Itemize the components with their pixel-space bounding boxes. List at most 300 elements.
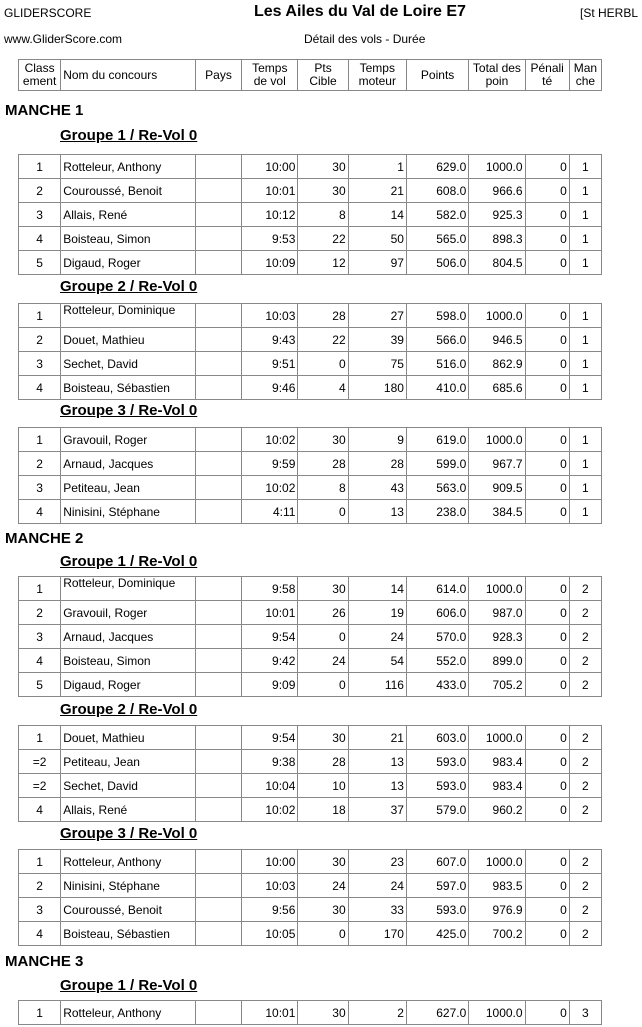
country-cell [195,452,241,476]
manche-cell: 1 [569,500,601,524]
table-row [19,922,602,946]
table-row [19,352,602,376]
pilot-name-cell: Sechet, David [61,352,196,376]
manche-cell: 1 [569,203,601,227]
country-cell [195,850,241,874]
table-row [19,227,602,251]
rank-cell: 3 [19,352,61,376]
pilot-name-cell: Rotteleur, Anthony [61,1001,196,1025]
pilot-name-cell: Digaud, Roger [61,251,196,275]
country-cell [195,774,241,798]
col-temps-vol: Temps de vol [242,60,298,91]
group-heading: Groupe 1 / Re-Vol 0 [60,127,198,144]
table-row [19,798,602,822]
rank-cell: 4 [19,922,61,946]
target-points-cell: 10 [298,774,348,798]
col-classement: Class ement [19,60,61,91]
motor-time-cell: 33 [348,898,406,922]
country-cell [195,500,241,524]
rank-cell: 4 [19,798,61,822]
manche-cell: 1 [569,251,601,275]
penalty-cell: 0 [525,1001,569,1025]
table-row [19,726,602,750]
points-cell: 599.0 [406,452,468,476]
penalty-cell: 0 [525,476,569,500]
country-cell [195,874,241,898]
pilot-name-cell: Douet, Mathieu [61,328,196,352]
table-row [19,500,602,524]
col-temps-moteur: Temps moteur [348,60,406,91]
pilot-name-cell: Ninisini, Stéphane [61,500,196,524]
points-cell: 593.0 [406,750,468,774]
country-cell [195,750,241,774]
penalty-cell: 0 [525,726,569,750]
motor-time-cell: 9 [348,428,406,452]
table-row [19,203,602,227]
penalty-cell: 0 [525,179,569,203]
points-cell: 608.0 [406,179,468,203]
penalty-cell: 0 [525,601,569,625]
target-points-cell: 22 [298,328,348,352]
target-points-cell: 28 [298,304,348,328]
flight-time-cell: 9:38 [242,750,298,774]
manche-cell: 1 [569,376,601,400]
rank-cell: 2 [19,452,61,476]
manche-cell: 2 [569,673,601,697]
total-cell: 976.9 [469,898,525,922]
penalty-cell: 0 [525,304,569,328]
rank-cell: =2 [19,774,61,798]
motor-time-cell: 180 [348,376,406,400]
motor-time-cell: 1 [348,155,406,179]
penalty-cell: 0 [525,500,569,524]
motor-time-cell: 43 [348,476,406,500]
col-penalite: Pénali té [525,60,569,91]
flight-time-cell: 9:42 [242,649,298,673]
table-row [19,304,602,328]
motor-time-cell: 116 [348,673,406,697]
rank-cell: 3 [19,203,61,227]
penalty-cell: 0 [525,649,569,673]
total-cell: 1000.0 [469,428,525,452]
penalty-cell: 0 [525,376,569,400]
target-points-cell: 26 [298,601,348,625]
total-cell: 1000.0 [469,726,525,750]
country-cell [195,328,241,352]
pilot-name-cell: Sechet, David [61,774,196,798]
pilot-name-cell: Boisteau, Sébastien [61,376,196,400]
penalty-cell: 0 [525,750,569,774]
results-table [18,303,602,400]
motor-time-cell: 14 [348,577,406,601]
page-title: Les Ailes du Val de Loire E7 [254,3,466,20]
rank-cell: 3 [19,476,61,500]
points-cell: 425.0 [406,922,468,946]
points-cell: 570.0 [406,625,468,649]
points-cell: 433.0 [406,673,468,697]
group-heading: Groupe 2 / Re-Vol 0 [60,701,198,718]
manche-heading: MANCHE 1 [5,102,84,119]
target-points-cell: 0 [298,625,348,649]
pilot-name-cell: Allais, René [61,203,196,227]
col-pays: Pays [195,60,241,91]
motor-time-cell: 13 [348,750,406,774]
country-cell [195,203,241,227]
country-cell [195,673,241,697]
flight-time-cell: 10:03 [242,304,298,328]
manche-cell: 1 [569,328,601,352]
points-cell: 597.0 [406,874,468,898]
target-points-cell: 0 [298,673,348,697]
country-cell [195,649,241,673]
target-points-cell: 12 [298,251,348,275]
pilot-name-cell: Petiteau, Jean [61,750,196,774]
group-heading: Groupe 1 / Re-Vol 0 [60,553,198,570]
target-points-cell: 28 [298,452,348,476]
total-cell: 928.3 [469,625,525,649]
manche-cell: 2 [569,726,601,750]
penalty-cell: 0 [525,874,569,898]
flight-time-cell: 9:46 [242,376,298,400]
penalty-cell: 0 [525,203,569,227]
table-row [19,850,602,874]
country-cell [195,251,241,275]
col-total: Total des poin [469,60,525,91]
manche-cell: 1 [569,179,601,203]
pilot-name-cell [61,304,196,328]
group-heading: Groupe 1 / Re-Vol 0 [60,977,198,994]
table-row [19,625,602,649]
points-cell: 563.0 [406,476,468,500]
manche-cell: 2 [569,625,601,649]
points-cell: 565.0 [406,227,468,251]
points-cell: 566.0 [406,328,468,352]
points-cell: 579.0 [406,798,468,822]
penalty-cell: 0 [525,774,569,798]
target-points-cell: 18 [298,798,348,822]
rank-cell: 1 [19,577,61,601]
total-cell: 1000.0 [469,577,525,601]
group-heading: Groupe 3 / Re-Vol 0 [60,825,198,842]
table-row [19,155,602,179]
results-table [18,154,602,275]
pilot-name-cell: Allais, René [61,798,196,822]
motor-time-cell: 19 [348,601,406,625]
total-cell: 983.4 [469,774,525,798]
target-points-cell: 4 [298,376,348,400]
flight-time-cell: 9:54 [242,625,298,649]
motor-time-cell: 75 [348,352,406,376]
country-cell [195,798,241,822]
points-cell: 614.0 [406,577,468,601]
country-cell [195,898,241,922]
flight-time-cell: 10:09 [242,251,298,275]
total-cell: 862.9 [469,352,525,376]
col-manche: Man che [569,60,601,91]
rank-cell: 1 [19,726,61,750]
manche-cell: 2 [569,774,601,798]
target-points-cell: 30 [298,726,348,750]
total-cell: 983.5 [469,874,525,898]
target-points-cell: 0 [298,352,348,376]
manche-cell: 1 [569,227,601,251]
motor-time-cell: 21 [348,726,406,750]
target-points-cell: 24 [298,874,348,898]
rank-cell: 2 [19,179,61,203]
table-row [19,673,602,697]
motor-time-cell: 97 [348,251,406,275]
pilot-name-cell: Arnaud, Jacques [61,452,196,476]
manche-cell: 1 [569,304,601,328]
flight-time-cell: 10:00 [242,155,298,179]
flight-time-cell: 10:01 [242,1001,298,1025]
rank-cell: =2 [19,750,61,774]
target-points-cell: 30 [298,428,348,452]
table-row [19,874,602,898]
motor-time-cell: 54 [348,649,406,673]
pilot-name-cell: Couroussé, Benoit [61,898,196,922]
country-cell [195,155,241,179]
motor-time-cell: 13 [348,500,406,524]
country-cell [195,726,241,750]
results-table [18,427,602,524]
results-table [18,576,602,697]
total-cell: 685.6 [469,376,525,400]
table-row [19,251,602,275]
motor-time-cell: 24 [348,874,406,898]
penalty-cell: 0 [525,328,569,352]
table-row [19,577,602,601]
motor-time-cell: 21 [348,179,406,203]
country-cell [195,376,241,400]
target-points-cell: 30 [298,179,348,203]
target-points-cell: 24 [298,649,348,673]
penalty-cell: 0 [525,577,569,601]
total-cell: 967.7 [469,452,525,476]
points-cell: 598.0 [406,304,468,328]
flight-time-cell: 9:43 [242,328,298,352]
rank-cell: 4 [19,500,61,524]
rank-cell: 1 [19,155,61,179]
manche-cell: 1 [569,476,601,500]
rank-cell: 4 [19,649,61,673]
pilot-name-cell [61,577,196,601]
manche-cell: 2 [569,898,601,922]
points-cell: 552.0 [406,649,468,673]
rank-cell: 3 [19,898,61,922]
points-cell: 627.0 [406,1001,468,1025]
motor-time-cell: 23 [348,850,406,874]
points-cell: 506.0 [406,251,468,275]
target-points-cell: 30 [298,850,348,874]
table-row [19,774,602,798]
location-label: [St HERBL [580,6,639,20]
flight-time-cell: 10:01 [242,179,298,203]
penalty-cell: 0 [525,428,569,452]
motor-time-cell: 39 [348,328,406,352]
penalty-cell: 0 [525,922,569,946]
table-row [19,452,602,476]
total-cell: 1000.0 [469,155,525,179]
penalty-cell: 0 [525,898,569,922]
points-cell: 603.0 [406,726,468,750]
motor-time-cell: 27 [348,304,406,328]
penalty-cell: 0 [525,352,569,376]
manche-cell: 2 [569,850,601,874]
rank-cell: 1 [19,850,61,874]
penalty-cell: 0 [525,227,569,251]
pilot-name-cell: Gravouil, Roger [61,601,196,625]
manche-cell: 1 [569,155,601,179]
flight-time-cell: 10:12 [242,203,298,227]
total-cell: 384.5 [469,500,525,524]
motor-time-cell: 13 [348,774,406,798]
total-cell: 960.2 [469,798,525,822]
country-cell [195,227,241,251]
penalty-cell: 0 [525,850,569,874]
flight-time-cell: 10:02 [242,476,298,500]
pilot-name-cell: Arnaud, Jacques [61,625,196,649]
motor-time-cell: 2 [348,1001,406,1025]
country-cell [195,577,241,601]
target-points-cell: 30 [298,1001,348,1025]
flight-time-cell: 9:53 [242,227,298,251]
rank-cell: 1 [19,428,61,452]
country-cell [195,304,241,328]
table-row [19,1001,602,1025]
table-row [19,750,602,774]
pilot-name: Rotteleur, Dominique [63,577,176,590]
flight-time-cell: 10:00 [242,850,298,874]
pilot-name-cell: Couroussé, Benoit [61,179,196,203]
country-cell [195,625,241,649]
country-cell [195,476,241,500]
rank-cell: 3 [19,625,61,649]
target-points-cell: 8 [298,476,348,500]
total-cell: 1000.0 [469,1001,525,1025]
column-header-table [18,59,602,91]
points-cell: 593.0 [406,774,468,798]
penalty-cell: 0 [525,673,569,697]
motor-time-cell: 24 [348,625,406,649]
points-cell: 238.0 [406,500,468,524]
target-points-cell: 30 [298,898,348,922]
country-cell [195,601,241,625]
total-cell: 700.2 [469,922,525,946]
manche-cell: 2 [569,577,601,601]
table-row [19,476,602,500]
country-cell [195,179,241,203]
penalty-cell: 0 [525,798,569,822]
rank-cell: 2 [19,601,61,625]
col-pts-cible: Pts Cible [298,60,348,91]
motor-time-cell: 37 [348,798,406,822]
points-cell: 606.0 [406,601,468,625]
page-subtitle: Détail des vols - Durée [304,32,426,46]
total-cell: 899.0 [469,649,525,673]
rank-cell: 1 [19,304,61,328]
flight-time-cell: 9:09 [242,673,298,697]
rank-cell: 4 [19,227,61,251]
motor-time-cell: 28 [348,452,406,476]
column-header-row [19,60,602,91]
total-cell: 898.3 [469,227,525,251]
pilot-name-cell: Digaud, Roger [61,673,196,697]
flight-time-cell: 10:04 [242,774,298,798]
total-cell: 705.2 [469,673,525,697]
points-cell: 619.0 [406,428,468,452]
total-cell: 946.5 [469,328,525,352]
app-name: GLIDERSCORE [4,6,92,20]
penalty-cell: 0 [525,452,569,476]
pilot-name-cell: Boisteau, Simon [61,649,196,673]
table-row [19,601,602,625]
flight-time-cell: 10:02 [242,428,298,452]
pilot-name-cell: Douet, Mathieu [61,726,196,750]
target-points-cell: 0 [298,500,348,524]
table-row [19,179,602,203]
group-heading: Groupe 2 / Re-Vol 0 [60,278,198,295]
manche-cell: 3 [569,1001,601,1025]
col-nom: Nom du concours [61,60,196,91]
penalty-cell: 0 [525,251,569,275]
rank-cell: 5 [19,673,61,697]
pilot-name-cell: Boisteau, Sébastien [61,922,196,946]
site-url: www.GliderScore.com [4,32,123,46]
results-table [18,725,602,822]
total-cell: 966.6 [469,179,525,203]
manche-cell: 2 [569,601,601,625]
total-cell: 987.0 [469,601,525,625]
manche-cell: 2 [569,874,601,898]
rank-cell: 2 [19,328,61,352]
table-row [19,376,602,400]
group-heading: Groupe 3 / Re-Vol 0 [60,402,198,419]
manche-heading: MANCHE 2 [5,530,84,547]
pilot-name-cell: Rotteleur, Anthony [61,850,196,874]
points-cell: 607.0 [406,850,468,874]
total-cell: 909.5 [469,476,525,500]
country-cell [195,428,241,452]
table-row [19,328,602,352]
manche-cell: 2 [569,750,601,774]
rank-cell: 2 [19,874,61,898]
flight-time-cell: 4:11 [242,500,298,524]
target-points-cell: 30 [298,577,348,601]
points-cell: 410.0 [406,376,468,400]
results-table [18,1000,602,1025]
rank-cell: 4 [19,376,61,400]
penalty-cell: 0 [525,625,569,649]
target-points-cell: 0 [298,922,348,946]
target-points-cell: 28 [298,750,348,774]
flight-time-cell: 9:54 [242,726,298,750]
flight-time-cell: 10:01 [242,601,298,625]
points-cell: 582.0 [406,203,468,227]
pilot-name-cell: Rotteleur, Anthony [61,155,196,179]
pilot-name-cell: Gravouil, Roger [61,428,196,452]
table-row [19,649,602,673]
total-cell: 1000.0 [469,850,525,874]
flight-time-cell: 9:58 [242,577,298,601]
manche-cell: 1 [569,428,601,452]
target-points-cell: 8 [298,203,348,227]
manche-cell: 1 [569,452,601,476]
penalty-cell: 0 [525,155,569,179]
pilot-name-cell: Boisteau, Simon [61,227,196,251]
total-cell: 983.4 [469,750,525,774]
col-points: Points [406,60,468,91]
